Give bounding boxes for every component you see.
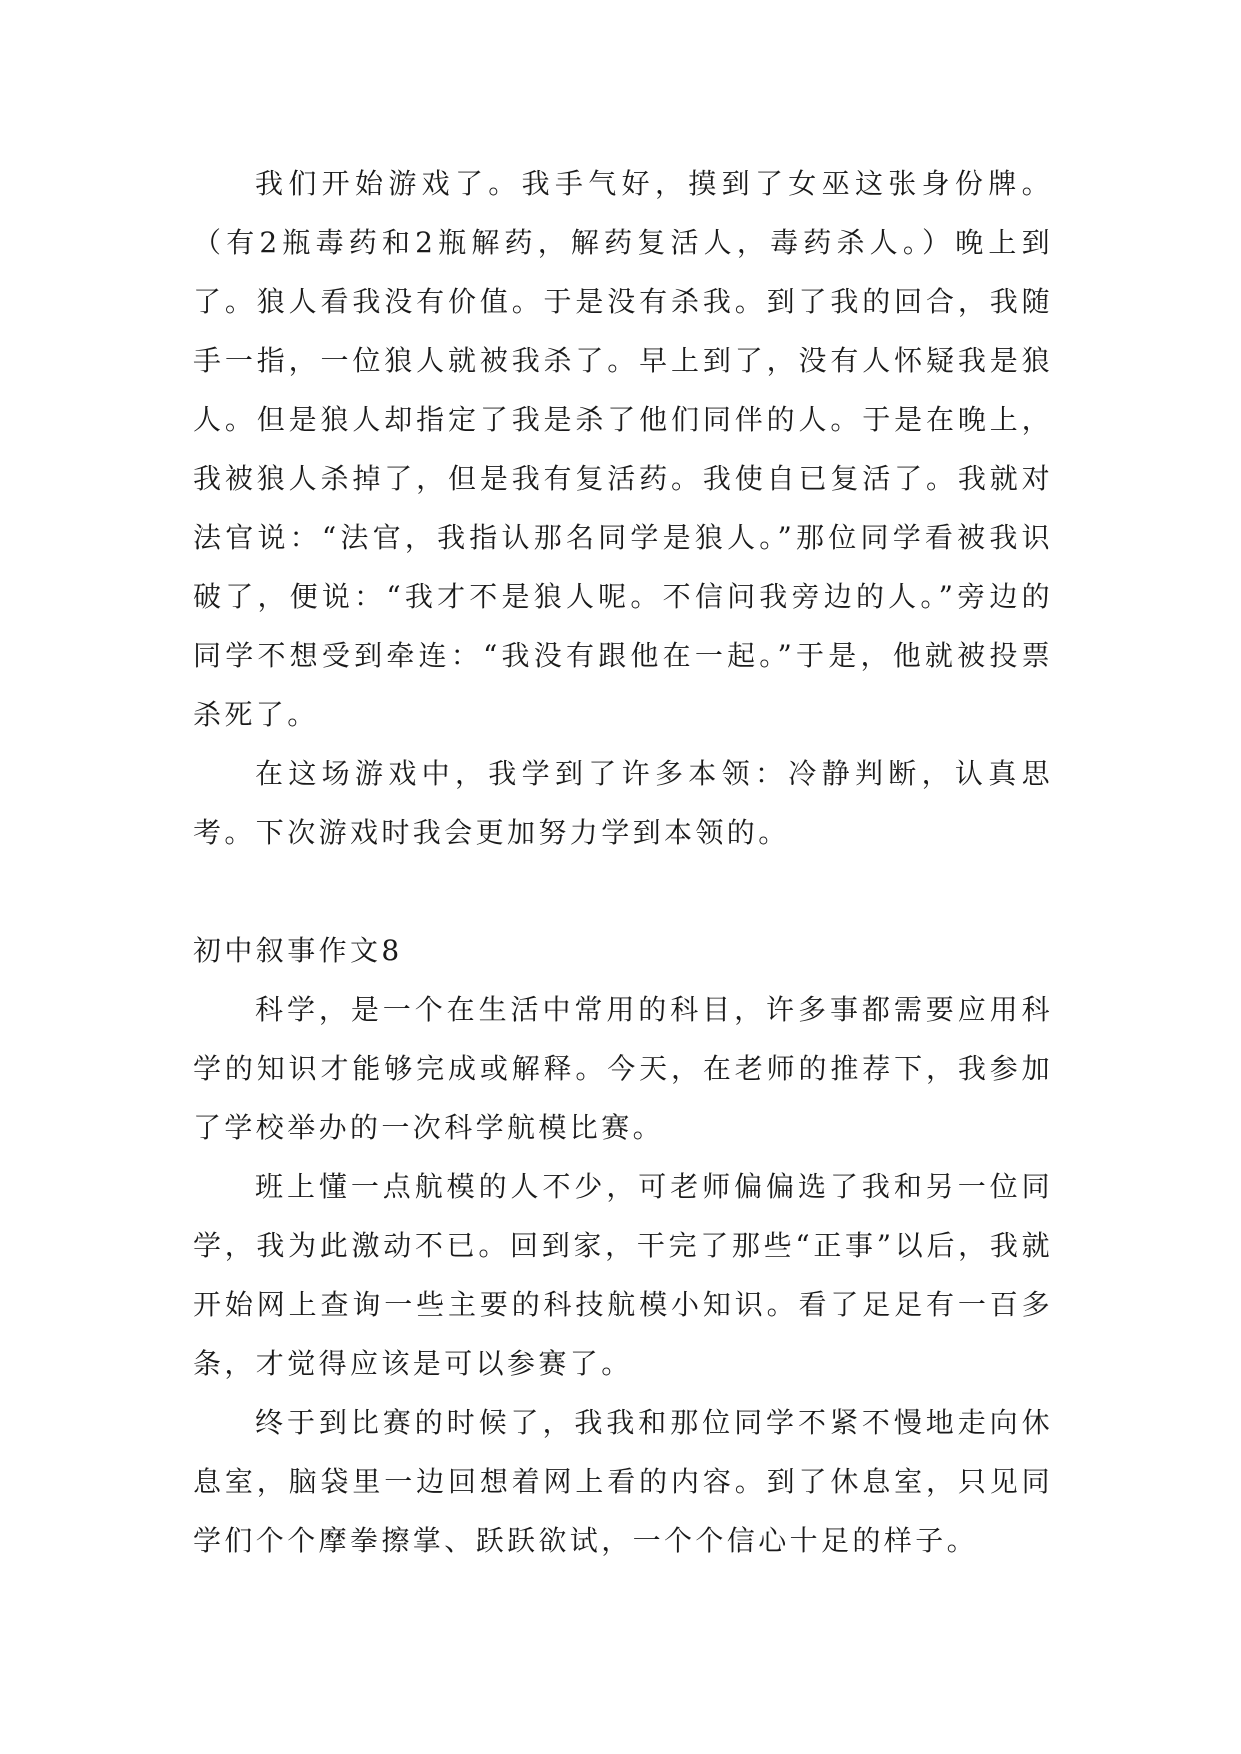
paragraph: 科学，是一个在生活中常用的科目，许多事都需要应用科学的知识才能够完成或解释。今天，在老师的推荐下，我参加了学校举办的一次科学航模比赛。 — [193, 993, 1053, 1144]
paragraph: 班上懂一点航模的人不少，可老师偏偏选了我和另一位同学，我为此激动不已。回到家，干完了那些“正事”以后，我就开始网上查询一些主要的科技航模小知识。看了足足有一百多条，才觉得应该是可以参赛了。 — [193, 1170, 1053, 1380]
paragraph: 我们开始游戏了。我手气好，摸到了女巫这张身份牌。（有2瓶毒药和2瓶解药，解药复活人，毒药杀人。）晚上到了。狼人看我没有价值。于是没有杀我。到了我的回合，我随手一指，一位狼人就被我杀了。早上到了，没有人怀疑我是狼人。但是狼人却指定了我是杀了他们同伴的人。于是在晚上，我被狼人杀掉了，但是我有复活药。我使自已复活了。我就对法官说：“法官，我指认那名同学是狼人。”那位同学看被我识破了，便说：“我才不是狼人呢。不信问我旁边的人。”旁边的同学不想受到牵连：“我没有跟他在一起。”于是，他就被投票杀死了。 — [193, 167, 1053, 731]
paragraph: 在这场游戏中，我学到了许多本领：冷静判断，认真思考。下次游戏时我会更加努力学到本领的。 — [193, 757, 1053, 849]
document-body — [193, 154, 1053, 1570]
paragraph: 终于到比赛的时候了，我我和那位同学不紧不慢地走向休息室，脑袋里一边回想着网上看的内容。到了休息室，只见同学们个个摩拳擦掌、跃跃欲试，一个个信心十足的样子。 — [193, 1406, 1053, 1557]
section-heading: 初中叙事作文8 — [193, 934, 403, 967]
